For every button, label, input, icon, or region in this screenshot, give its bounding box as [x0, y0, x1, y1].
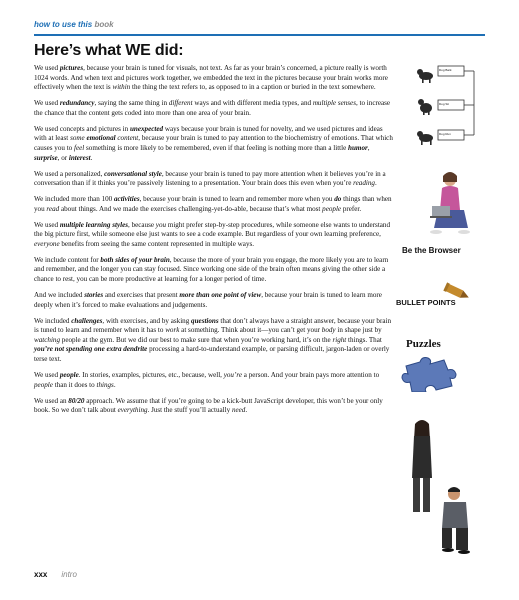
text-run: We used concepts and pictures in	[34, 124, 130, 133]
keyword: both sides of your brain	[100, 255, 170, 264]
text-run: approach. We assume that if you’re going to be a kick-butt JavaScript developer, this won’t be your only book. So we don’t talk about	[34, 396, 383, 415]
text-run: And we included	[34, 291, 85, 300]
emphasis: within	[112, 83, 131, 92]
keyword: stories	[84, 291, 104, 300]
text-run: ,	[367, 143, 370, 152]
keyword: humor	[348, 143, 368, 152]
bullet-icon-wrap	[440, 282, 474, 302]
puzzle-piece-wrap	[400, 352, 462, 392]
text-run: . In stories, examples, pictures, etc., because, well,	[78, 370, 224, 379]
text-run: processing a hard-to-understand example, or parsing difficult, jargon-laden or overly terse text.	[34, 345, 390, 363]
text-run: We used	[34, 370, 60, 379]
text-run: , because your brain is tuned to pay attention to the biochemistry of emotions. That which causes you to	[34, 134, 393, 152]
keyword: more than one point of view	[179, 291, 262, 300]
header-prefix: how to use this	[34, 20, 93, 29]
text-run: ways because your brain is tuned for novelty, and we used pictures and ideas with at least	[34, 124, 383, 143]
diagram-label: Dog Sit	[439, 102, 449, 106]
text-run: might prefer step-by-step procedures, while someone else wants to understand the big picture first, while someone else just wants to see a code example. But regardless of your own learning preference,	[34, 220, 391, 239]
section-name: intro	[61, 570, 77, 579]
emphasis: different	[168, 99, 193, 108]
keyword: questions	[191, 316, 219, 325]
keyword: challenges	[71, 316, 103, 325]
text-run: . Just the stuff you’ll actually	[147, 406, 232, 415]
diagram-label: Dog Bark	[439, 68, 452, 72]
text-run: , because your brain is tuned to pay more attention when it believes you’re in a conversation than if it thinks you’re passively listening to a presentation. Your brain does this even when you’re	[34, 169, 386, 188]
text-run: things. That	[346, 335, 382, 344]
keyword: emotional	[86, 134, 116, 143]
body-paragraph	[34, 99, 394, 118]
text-run: , because your brain is tuned to learn more deeply when it’s forced to make evaluations and judgements.	[34, 291, 382, 309]
body-paragraph	[34, 64, 394, 93]
text-run: and exercises that present	[103, 291, 180, 300]
text-run: We included	[34, 316, 72, 325]
text-run: at something. Think about it—you can’t get your	[179, 326, 322, 335]
emphasis: need	[231, 406, 246, 415]
body-paragraph	[34, 221, 394, 250]
dog-icon	[417, 131, 433, 145]
text-run: We include content for	[34, 255, 101, 264]
emphasis: right	[332, 335, 347, 344]
text-run: .	[90, 153, 93, 162]
emphasis: watching	[34, 335, 61, 344]
body-paragraph	[34, 256, 394, 285]
body-paragraph	[34, 125, 394, 163]
puzzles-label: Puzzles	[406, 338, 441, 350]
body-paragraph	[34, 170, 394, 189]
emphasis: people	[34, 380, 53, 389]
page-title: Here’s what WE did:	[34, 42, 184, 59]
keyword: unexpected	[129, 124, 164, 133]
keyword: you’re not spending one extra dendrite	[34, 345, 148, 354]
text-run: .	[374, 179, 377, 188]
emphasis: reading	[353, 179, 375, 188]
puzzle-icon	[400, 352, 462, 392]
keyword: people	[59, 370, 79, 379]
two-people-illustration	[404, 418, 484, 556]
text-run: We included more than 100	[34, 195, 114, 204]
text-run: , or	[57, 153, 69, 162]
text-run: We used	[34, 64, 60, 72]
body-paragraph	[34, 397, 394, 416]
text-run: .	[113, 380, 116, 389]
page-footer	[34, 570, 77, 579]
emphasis: everyone	[34, 239, 60, 248]
text-run: , because your brain is tuned to learn and remember more when you	[139, 195, 335, 204]
text-run: a person. And your brain pays more attention to	[242, 370, 380, 379]
emphasis: everything	[117, 406, 148, 415]
emphasis: read	[46, 204, 60, 213]
emphasis: multiple senses	[312, 99, 356, 108]
header-rule	[34, 34, 485, 36]
dog-icon	[418, 99, 432, 115]
person-with-laptop-illustration	[424, 170, 472, 242]
keyword: activities	[114, 195, 140, 204]
keyword: redundancy	[59, 99, 95, 108]
text-run: than it does to	[52, 380, 97, 389]
text-run: that don’t always have a straight answer, because your brain is tuned to learn and remember when it has to	[34, 316, 391, 335]
be-the-browser-label: Be the Browser	[402, 246, 461, 255]
body-paragraph	[34, 317, 394, 365]
emphasis: work	[165, 326, 180, 335]
text-run: people at the gym. But we did our best to make sure that when you’re working hard, it’s on the	[60, 335, 333, 344]
dog-diagram	[416, 64, 486, 152]
keyword: multiple learning styles	[59, 220, 129, 229]
text-run: We used a personalized,	[34, 169, 105, 178]
keyword: pictures	[59, 64, 84, 72]
person-icon	[424, 170, 472, 242]
running-header	[34, 20, 114, 29]
text-run: We used	[34, 99, 60, 108]
people-icon	[404, 418, 484, 556]
text-run: in shape just by	[335, 326, 382, 335]
dog-icon	[417, 69, 433, 83]
text-run: ways and with different media types, and	[192, 99, 313, 108]
header-book: book	[94, 20, 114, 29]
emphasis: you’re	[223, 370, 242, 379]
text-run: something is more likely to be remembered, even if that feeling is nothing more than a little	[84, 143, 349, 152]
text-run: We used	[34, 220, 60, 229]
emphasis: things	[96, 380, 114, 389]
text-run: , to increase the chance that the content gets coded into more than one area of your brain.	[34, 99, 391, 117]
body-paragraph	[34, 371, 394, 390]
text-run: things than when you	[34, 195, 392, 213]
keyword: 80/20	[68, 396, 85, 405]
text-run: We used an	[34, 396, 69, 405]
dog-diagram-graphic	[416, 64, 486, 152]
text-run: about things. And we made the exercises challenging-yet-do-able, because that’s what most	[59, 204, 323, 213]
bullet-icon	[440, 282, 474, 302]
text-run: , because	[128, 220, 156, 229]
keyword: interest	[68, 153, 91, 162]
emphasis: body	[321, 326, 336, 335]
text-run: , with exercises, and by asking	[102, 316, 192, 325]
text-run: prefer.	[341, 204, 362, 213]
body-paragraph	[34, 195, 394, 214]
keyword: surprise	[34, 153, 58, 162]
diagram-label: Dog Run	[439, 132, 451, 136]
bullet-points-label: BULLET POINTS	[396, 298, 456, 307]
emphasis: some	[70, 134, 85, 143]
emphasis: content	[117, 134, 139, 143]
keyword: conversational style	[104, 169, 162, 178]
page-number: xxx	[34, 570, 48, 579]
text-run: the thing the text refers to, as opposed to in a caption or buried in the text somewhere.	[130, 83, 376, 92]
text-run: , saying the same thing in	[94, 99, 169, 108]
emphasis: people	[322, 204, 342, 213]
body-paragraph	[34, 291, 394, 310]
text-run: , because the more of your brain you engage, the more likely you are to learn and remember, and the longer you can stay focused. Since working one side of the brain often means giving the other side a chance to rest, you can be more productive at learning for a longer period of time.	[34, 255, 389, 284]
text-run: .	[245, 406, 248, 415]
emphasis: feel	[74, 143, 85, 152]
text-run: , because your brain is tuned for visuals, not text. As far as your brain’s concerned, a picture really is worth 1024 words. And when text and pictures work together, we embedded the text in the pictures because your brain works more effectively when the text is	[34, 64, 388, 92]
body-text	[34, 64, 394, 422]
emphasis: you	[155, 220, 167, 229]
keyword: do	[334, 195, 342, 204]
text-run: benefits from seeing the same content represented in multiple ways.	[59, 239, 255, 248]
